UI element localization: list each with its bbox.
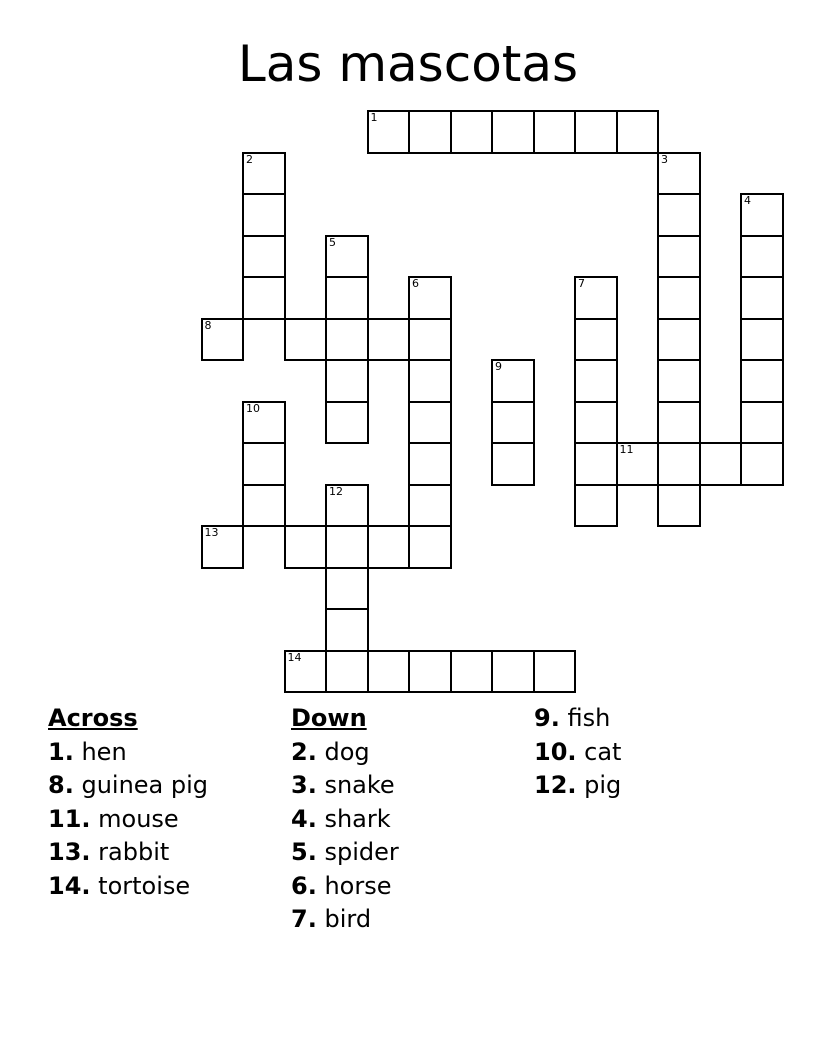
- grid-cell: [574, 318, 618, 362]
- grid-cell: [491, 110, 535, 154]
- clue-number: 2: [246, 152, 253, 166]
- grid-cell: [367, 110, 411, 154]
- clue-number: 13: [204, 526, 219, 539]
- grid-cell: [201, 318, 245, 362]
- grid-cell: [574, 442, 618, 486]
- grid-cell: [491, 401, 535, 445]
- clue-down-10: 10. cat: [534, 737, 622, 766]
- grid-cell: [408, 276, 452, 320]
- clue-down-9: 9. fish: [534, 704, 611, 732]
- grid-cell: [325, 318, 369, 362]
- clue-across-8: 8. guinea pig: [48, 771, 209, 799]
- grid-cell: [616, 110, 660, 154]
- grid-cell: [325, 567, 369, 611]
- clue-number: 4: [744, 194, 751, 207]
- clue-across-1: 1. hen: [48, 737, 127, 766]
- clue-number: 11: [619, 443, 634, 456]
- grid-cell: [450, 110, 494, 154]
- grid-cell: [657, 235, 701, 279]
- clue-number: 5: [329, 235, 336, 249]
- grid-cell: [533, 110, 577, 154]
- grid-cell: [242, 235, 286, 279]
- grid-cell: [740, 359, 784, 403]
- clue-across-14: 14. tortoise: [48, 871, 191, 900]
- grid-cell: [408, 110, 452, 154]
- grid-cell: [325, 235, 369, 279]
- clue-number: 8: [204, 318, 212, 332]
- clue-down-12: 12. pig: [534, 771, 622, 799]
- clue-down-2: 2. dog: [291, 737, 370, 766]
- down-clues-continued: [534, 702, 621, 803]
- clue-across-11: 11. mouse: [48, 804, 179, 833]
- grid-cell: [491, 650, 535, 694]
- clue-number: 3: [661, 152, 668, 166]
- grid-cell: [574, 401, 618, 445]
- grid-cell: [325, 484, 369, 528]
- grid-cell: [201, 525, 245, 569]
- down-clues: [291, 702, 399, 937]
- grid-cell: [408, 318, 452, 362]
- grid-cell: [740, 276, 784, 320]
- grid-cell: [657, 276, 701, 320]
- grid-cell: [740, 193, 784, 237]
- grid-cell: [325, 608, 369, 652]
- grid-cell: [574, 484, 618, 528]
- grid-cell: [657, 152, 701, 196]
- clue-down-5: 5. spider: [291, 838, 399, 866]
- grid-cell: [574, 110, 618, 154]
- page-title: Las mascotas: [237, 35, 579, 93]
- grid-cell: [740, 318, 784, 362]
- grid-cell: [657, 193, 701, 237]
- grid-cell: [242, 401, 286, 445]
- clue-number: 1: [370, 111, 378, 124]
- grid-cell: [574, 359, 618, 403]
- grid-cell: [408, 650, 452, 694]
- grid-cell: [242, 276, 286, 320]
- grid-cell: [450, 650, 494, 694]
- clue-down-6: 6. horse: [291, 871, 392, 900]
- across-clues: [48, 702, 208, 903]
- grid-cell: [325, 359, 369, 403]
- clue-number: 6: [412, 277, 419, 290]
- grid-cell: [367, 650, 411, 694]
- grid-cell: [616, 442, 660, 486]
- grid-cell: [242, 152, 286, 196]
- grid-cell: [657, 484, 701, 528]
- clue-number: 7: [578, 277, 585, 290]
- grid-cell: [242, 442, 286, 486]
- grid-cell: [408, 525, 452, 569]
- grid-cell: [657, 401, 701, 445]
- grid-cell: [491, 442, 535, 486]
- grid-cell: [533, 650, 577, 694]
- grid-cell: [740, 235, 784, 279]
- grid-cell: [284, 318, 328, 362]
- grid-cell: [491, 359, 535, 403]
- grid-cell: [325, 401, 369, 445]
- grid-cell: [657, 442, 701, 486]
- grid-cell: [408, 359, 452, 403]
- grid-cell: [740, 442, 784, 486]
- grid-cell: [740, 401, 784, 445]
- grid-cell: [325, 650, 369, 694]
- clue-number: 9: [495, 360, 502, 373]
- grid-cell: [657, 359, 701, 403]
- grid-cell: [408, 442, 452, 486]
- clue-across-13: 13. rabbit: [48, 838, 170, 866]
- grid-cell: [408, 401, 452, 445]
- grid-cell: [699, 442, 743, 486]
- down-heading: Down: [291, 704, 367, 732]
- grid-cell: [408, 484, 452, 528]
- grid-cell: [284, 525, 328, 569]
- grid-cell: [325, 276, 369, 320]
- clue-down-7: 7. bird: [291, 905, 372, 933]
- clue-number: 12: [329, 484, 343, 498]
- grid-cell: [242, 484, 286, 528]
- grid-cell: [657, 318, 701, 362]
- clue-down-4: 4. shark: [291, 804, 391, 833]
- grid-cell: [367, 318, 411, 362]
- clue-number: 10: [246, 401, 260, 415]
- grid-cell: [242, 193, 286, 237]
- grid-cell: [325, 525, 369, 569]
- across-heading: Across: [48, 704, 138, 732]
- grid-cell: [284, 650, 328, 694]
- grid-cell: [367, 525, 411, 569]
- clue-down-3: 3. snake: [291, 771, 395, 799]
- grid-cell: [574, 276, 618, 320]
- clue-number: 14: [287, 650, 302, 664]
